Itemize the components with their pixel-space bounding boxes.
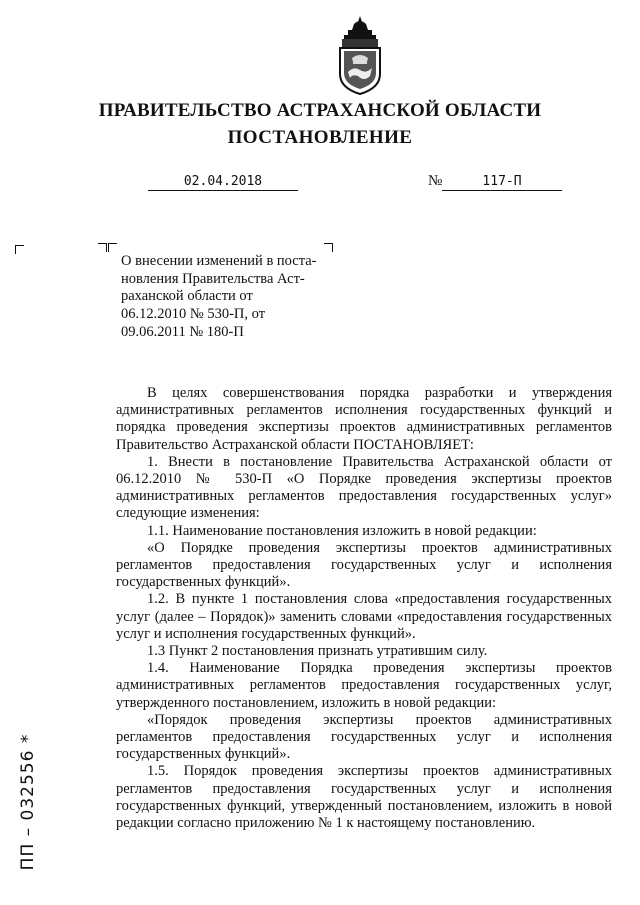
body-paragraph: 1.4. Наименование Порядка проведения экспертизы проектов административных регламентов предоставления государственных услуг, утвержденного постановлением, изложить в новой редакции: (116, 660, 612, 711)
corner-mark (324, 243, 333, 252)
body-paragraph: 1.5. Порядок проведения экспертизы проектов административных регламентов предоставления государственных услуг и исполнения государственных функций, утвержденный постановлением, изложить в новой редакции согласно приложению № 1 к настоящему постановлению. (116, 763, 612, 832)
corner-mark (15, 245, 24, 254)
subject-block (121, 253, 327, 342)
body-paragraph: 1.1. Наименование постановления изложить в новой редакции: (147, 522, 537, 539)
document-date: 02.04.2018 (148, 174, 298, 191)
corner-mark (108, 243, 117, 252)
subject-line: раханской области от (121, 288, 253, 305)
body-paragraph: «Порядок проведения экспертизы проектов административных регламентов предоставления государственных услуг и исполнения государственных функций». (116, 711, 612, 763)
side-serial-code (13, 712, 43, 892)
subject-line: 09.06.2011 № 180-П (121, 323, 244, 340)
body-paragraph: В целях совершенствования порядка разработки и утверждения административных регламентов исполнения государственных функций и порядка проведения экспертизы проектов административных регламентов Правительство Астраханской области ПОСТАНОВЛЯЕТ: (116, 385, 612, 453)
side-serial-text: ПП – 032556 * (18, 733, 38, 871)
body-paragraph: 1. Внести в постановление Правительства Астраханской области от 06.12.2010 № 530-П «О Порядке проведения экспертизы проектов административных регламентов предоставления государственных услуг» следующие изменения: (116, 453, 612, 522)
number-label: № (428, 173, 443, 189)
body-paragraph: 1.2. В пункте 1 постановления слова «предоставления государственных услуг (далее – Порядок)» заменить словами «предоставления государственных услуг и исполнения государственных функций». (116, 591, 612, 642)
document-type-title: ПОСТАНОВЛЕНИЕ (227, 127, 413, 148)
body-paragraph: 1.3 Пункт 2 постановления признать утратившим силу. (147, 643, 488, 660)
coat-of-arms-emblem (334, 14, 386, 96)
subject-line: 06.12.2010 № 530-П, от (121, 306, 266, 323)
subject-line: О внесении изменений в поста- (121, 253, 317, 269)
subject-line: новления Правительства Аст- (121, 270, 305, 287)
corner-mark (98, 243, 107, 252)
organization-title: ПРАВИТЕЛЬСТВО АСТРАХАНСКОЙ ОБЛАСТИ (98, 100, 542, 121)
document-body (116, 385, 612, 832)
body-paragraph: «О Порядке проведения экспертизы проектов административных регламентов предоставления государственных услуг и исполнения государственных функций». (116, 539, 612, 591)
document-number: 117-П (442, 174, 562, 191)
